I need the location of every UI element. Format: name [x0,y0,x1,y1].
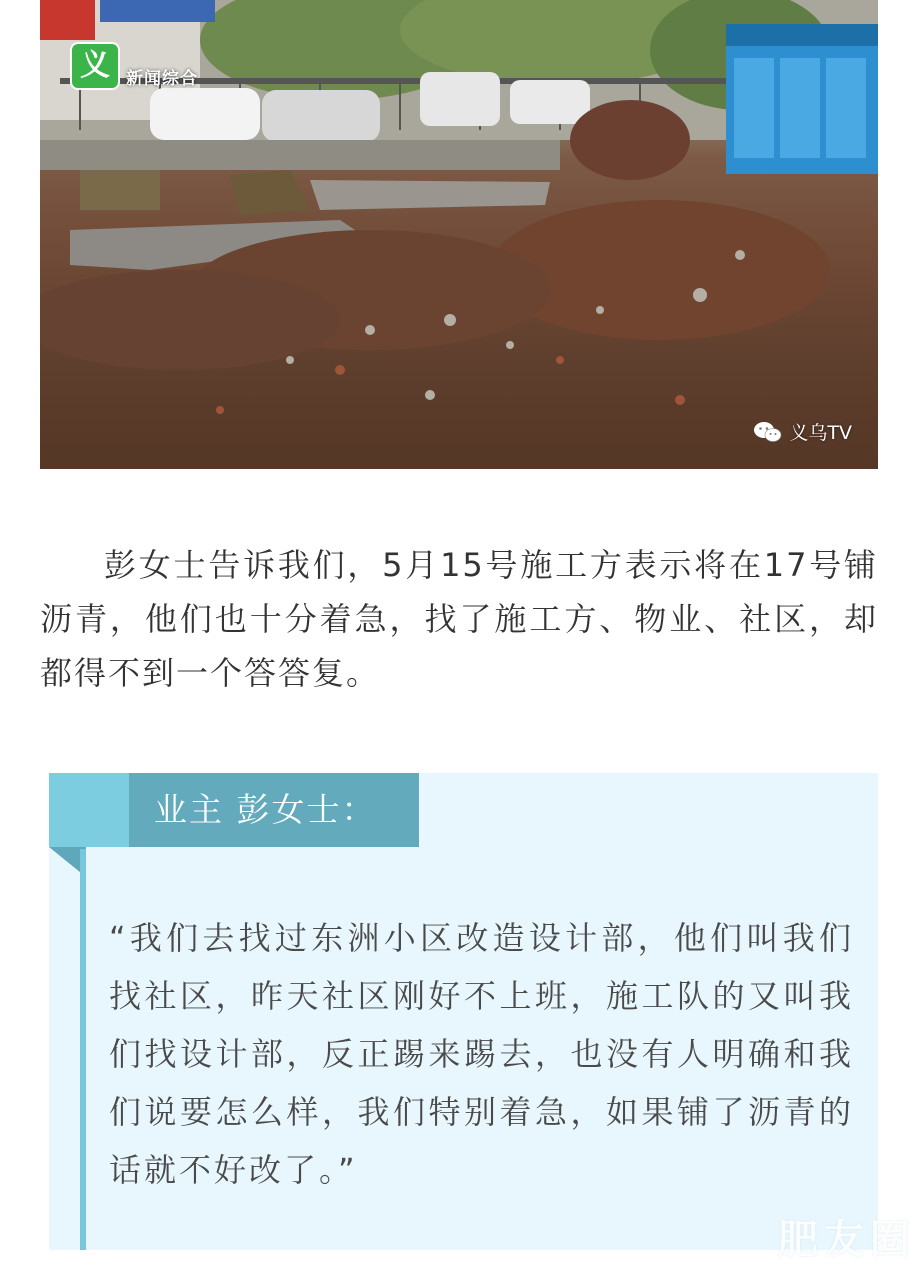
quote-card-left-bar [80,849,86,1250]
quote-card-stripe [49,773,129,847]
watermark-text: 义乌TV [789,422,852,444]
speaker-label: 业主 彭女士： [129,773,419,847]
wechat-icon [753,420,783,444]
quote-text: “我们去找过东洲小区改造设计部，他们叫我们找社区，昨天社区刚好不上班，施工队的又叫我们找设计部，反正踢来踢去，也没有人明确和我们说要怎么样，我们特别着急，如果铺了沥青的话就不好改了。” [109,919,854,1189]
construction-site-photo [40,0,878,469]
quote-card [49,773,878,1250]
photo-watermark [753,418,852,445]
corner-watermark: 肥友圈 [778,1217,916,1263]
article-paragraph: 彭女士告诉我们，5月15号施工方表示将在17号铺沥青，他们也十分着急，找了施工方、物业、社区，却都得不到一个答答复。 [40,546,878,692]
channel-logo-text: 新闻综合 [126,69,198,89]
channel-logo-icon: 义 [70,42,120,90]
